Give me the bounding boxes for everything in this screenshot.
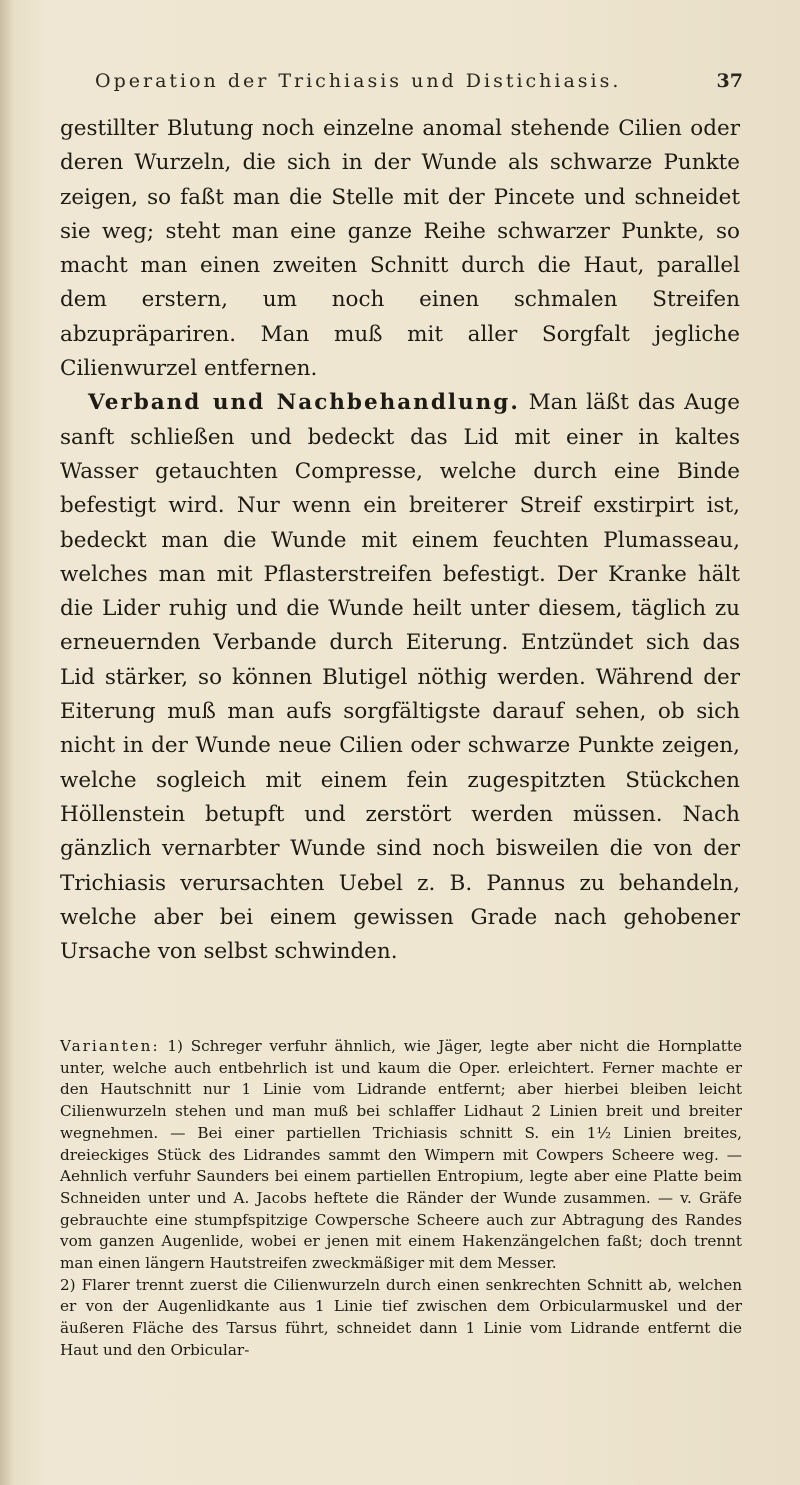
- note-1-text: 1) Schreger verfuhr ähnlich, wie Jäger, legte aber nicht die Hornplatte unter, welche auch entbehrlich ist und kaum die Oper. erleichtert. Ferner machte er den Hautschnitt nur 1 Linie vom Lidrande entfernt; aber hierbei bleiben leicht Cilienwurzeln stehen und man muß bei schlaffer Lidhaut 2 Linien breit und breiter wegnehmen. — Bei einer partiellen Trichiasis schnitt S. ein 1½ Linien breites, dreieckiges Stück des Lidrandes sammt den Wimpern mit Cowpers Scheere weg. — Aehnlich verfuhr Saunders bei einem partiellen Entropium, legte aber eine Platte beim Schneiden unter und A. Jacobs heftete die Ränder der Wunde zusammen. — v. Gräfe gebrauchte eine stumpfspitzige Cowpersche Scheere auch zur Abtragung des Randes vom ganzen Augenlide, wobei er jenen mit einem Hakenzängelchen faßt; doch trennt man einen längern Hautstreifen zweckmäßiger mit dem Messer.: [60, 1037, 742, 1273]
- main-text: [60, 112, 740, 969]
- section-heading: Verband und Nachbehandlung.: [88, 390, 520, 416]
- note-2: 2) Flarer trennt zuerst die Cilienwurzeln durch einen senkrechten Schnitt ab, welchen er von der Augenlidkante aus 1 Linie tief zwischen dem Orbicularmuskel und der äußeren Fläche des Tarsus führt, schneidet dann 1 Linie vom Lidrande entfernt die Haut und den Orbicular-: [60, 1275, 742, 1359]
- running-title: Operation der Trichiasis und Distichiasis.: [95, 70, 622, 92]
- page-number: 37: [716, 70, 743, 92]
- note-1: [60, 1036, 742, 1275]
- variants-label: Varianten:: [60, 1037, 160, 1055]
- binding-shadow: [0, 0, 14, 1485]
- paragraph-1: gestillter Blutung noch einzelne anomal stehende Cilien oder deren Wurzeln, die sich in der Wunde als schwarze Punkte zeigen, so faßt man die Stelle mit der Pincete und schneidet sie weg; steht man eine ganze Reihe schwarzer Punkte, so macht man einen zweiten Schnitt durch die Haut, parallel dem erstern, um noch einen schmalen Streifen abzupräpariren. Man muß mit aller Sorgfalt jegliche Cilienwurzel entfernen.: [60, 116, 740, 382]
- paragraph-2-text: Man läßt das Auge sanft schließen und bedeckt das Lid mit einer in kaltes Wasser getauchten Compresse, welche durch eine Binde befestigt wird. Nur wenn ein breiterer Streif exstirpirt ist, bedeckt man die Wunde mit einem feuchten Plumasseau, welches man mit Pflasterstreifen befestigt. Der Kranke hält die Lider ruhig und die Wunde heilt unter diesem, täglich zu erneuernden Verbande durch Eiterung. Entzündet sich das Lid stärker, so können Blutigel nöthig werden. Während der Eiterung muß man aufs sorgfältigste darauf sehen, ob sich nicht in der Wunde neue Cilien oder schwarze Punkte zeigen, welche sogleich mit einem fein zugespitzten Stückchen Höllenstein betupft und zerstört werden müssen. Nach gänzlich vernarbter Wunde sind noch bisweilen die von der Trichiasis verursachten Uebel z. B. Pannus zu behandeln, welche aber bei einem gewissen Grade nach gehobener Ursache von selbst schwinden.: [60, 390, 741, 965]
- footnotes: [60, 1036, 742, 1362]
- running-header: [95, 70, 743, 92]
- paragraph-2: [60, 386, 740, 969]
